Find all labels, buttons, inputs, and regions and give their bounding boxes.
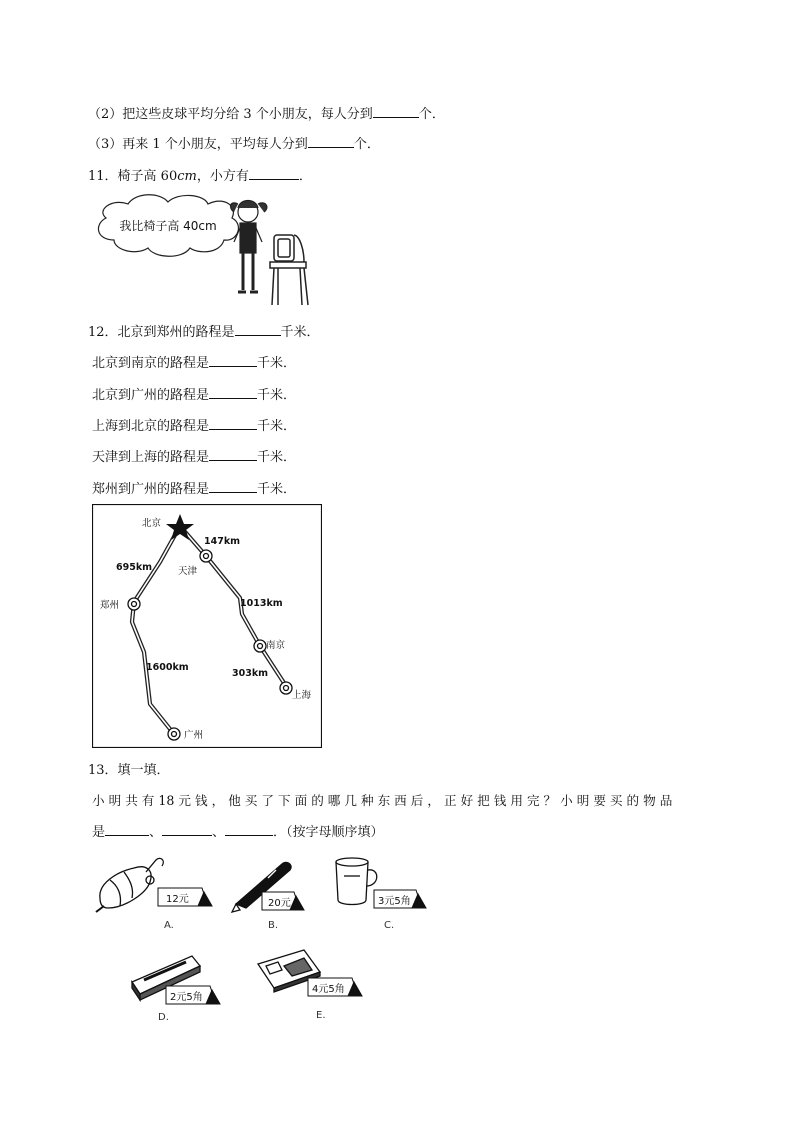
q12-line-prefix: 北京到广州的路程是 — [92, 388, 210, 403]
q12-line-prefix: 上海到北京的路程是 — [92, 419, 210, 434]
chair-icon — [270, 235, 308, 305]
q11-question — [88, 166, 312, 186]
q10-part3 — [88, 134, 380, 154]
distance-zz-gz: 1600km — [146, 662, 189, 673]
city-label-tianjin: 天津 — [178, 566, 198, 577]
item-e — [254, 944, 384, 1006]
item-c — [330, 852, 440, 920]
answer-blank[interactable] — [105, 822, 149, 836]
q10-part3-suffix: 个． — [353, 137, 380, 152]
q12-line-6 — [92, 479, 296, 499]
q13-text2-suffix: ．（按字母顺序填） — [273, 825, 384, 840]
q12-line-prefix: 郑州到广州的路程是 — [92, 482, 210, 497]
q10-part2 — [88, 104, 445, 124]
item-b — [228, 854, 328, 920]
answer-blank[interactable] — [209, 353, 257, 367]
item-d-price: 2元5角 — [170, 992, 203, 1003]
q12-line-2 — [92, 353, 296, 373]
answer-blank[interactable] — [235, 322, 281, 336]
speech-text: 我比椅子高 40cm — [119, 219, 217, 233]
q12-line-5 — [92, 447, 296, 467]
city-label-shanghai: 上海 — [292, 690, 312, 701]
q11-suffix: ． — [298, 169, 312, 184]
q12-line-4 — [92, 416, 296, 436]
city-label-nanjing: 南京 — [266, 640, 286, 651]
girl-icon — [231, 201, 267, 293]
item-d-letter: D. — [158, 1012, 169, 1023]
city-label-beijing: 北京 — [142, 518, 162, 529]
q12-line-suffix: 千米． — [257, 419, 297, 434]
answer-blank[interactable] — [308, 134, 354, 148]
item-e-price: 4元5角 — [312, 984, 345, 995]
item-d — [128, 946, 238, 1012]
q12-line-suffix: 千米． — [257, 356, 297, 371]
answer-blank[interactable] — [209, 416, 257, 430]
q13-text-1: 小 明 共 有 18 元 钱 ， 他 买 了 下 面 的 哪 几 种 东 西 后 ， 正 好 把 钱 用 完 ？ 小 明 要 买 的 物 品 — [92, 793, 673, 808]
q10-part2-suffix: 个． — [418, 107, 445, 122]
distance-tj-nj: 1013km — [240, 598, 283, 609]
q11-unit: cm — [177, 169, 197, 184]
q13-text2-prefix: 是 — [92, 825, 106, 840]
q11-mid: ，小方有 — [196, 169, 249, 184]
item-a — [90, 850, 220, 920]
item-b-price: 20元 — [268, 898, 291, 909]
q12-line-1 — [88, 322, 320, 342]
q12-line-suffix: 千米． — [280, 325, 320, 340]
item-c-price: 3元5角 — [378, 896, 411, 907]
route-map — [92, 504, 322, 748]
answer-blank[interactable] — [162, 822, 212, 836]
answer-blank[interactable] — [225, 822, 273, 836]
q12-line-suffix: 千米． — [257, 388, 297, 403]
item-e-letter: E. — [316, 1010, 326, 1021]
q11-prefix: 11．椅子高 60 — [88, 169, 178, 184]
q10-part3-prefix: （3）再来 1 个小朋友，平均每人分到 — [88, 137, 308, 152]
q13-text-2 — [92, 822, 384, 842]
item-b-letter: B. — [268, 920, 279, 931]
answer-blank[interactable] — [209, 385, 257, 399]
item-c-letter: C. — [384, 920, 395, 931]
q12-line-suffix: 千米． — [257, 482, 297, 497]
answer-blank[interactable] — [373, 104, 419, 118]
distance-bj-zz: 695km — [116, 562, 153, 573]
q12-line-suffix: 千米． — [257, 450, 297, 465]
item-a-price: 12元 — [166, 894, 189, 905]
separator: 、 — [212, 825, 226, 840]
city-label-guangzhou: 广州 — [184, 730, 204, 741]
q12-line-prefix: 天津到上海的路程是 — [92, 450, 210, 465]
separator: 、 — [149, 825, 163, 840]
distance-bj-tj: 147km — [204, 536, 241, 547]
q11-illustration — [88, 190, 328, 310]
q12-line-prefix: 北京到南京的路程是 — [92, 356, 210, 371]
q12-line-prefix: 12．北京到郑州的路程是 — [88, 325, 235, 340]
cup-icon — [336, 858, 377, 905]
umbrella-icon — [96, 858, 163, 912]
q10-part2-prefix: （2）把这些皮球平均分给 3 个小朋友，每人分到 — [88, 107, 373, 122]
answer-blank[interactable] — [209, 479, 257, 493]
item-a-letter: A. — [164, 920, 174, 931]
distance-nj-sh: 303km — [232, 668, 269, 679]
q12-line-3 — [92, 385, 296, 405]
answer-blank[interactable] — [249, 166, 299, 180]
city-label-zhengzhou: 郑州 — [100, 600, 120, 611]
q13-title: 13．填一填． — [88, 763, 170, 778]
answer-blank[interactable] — [209, 447, 257, 461]
